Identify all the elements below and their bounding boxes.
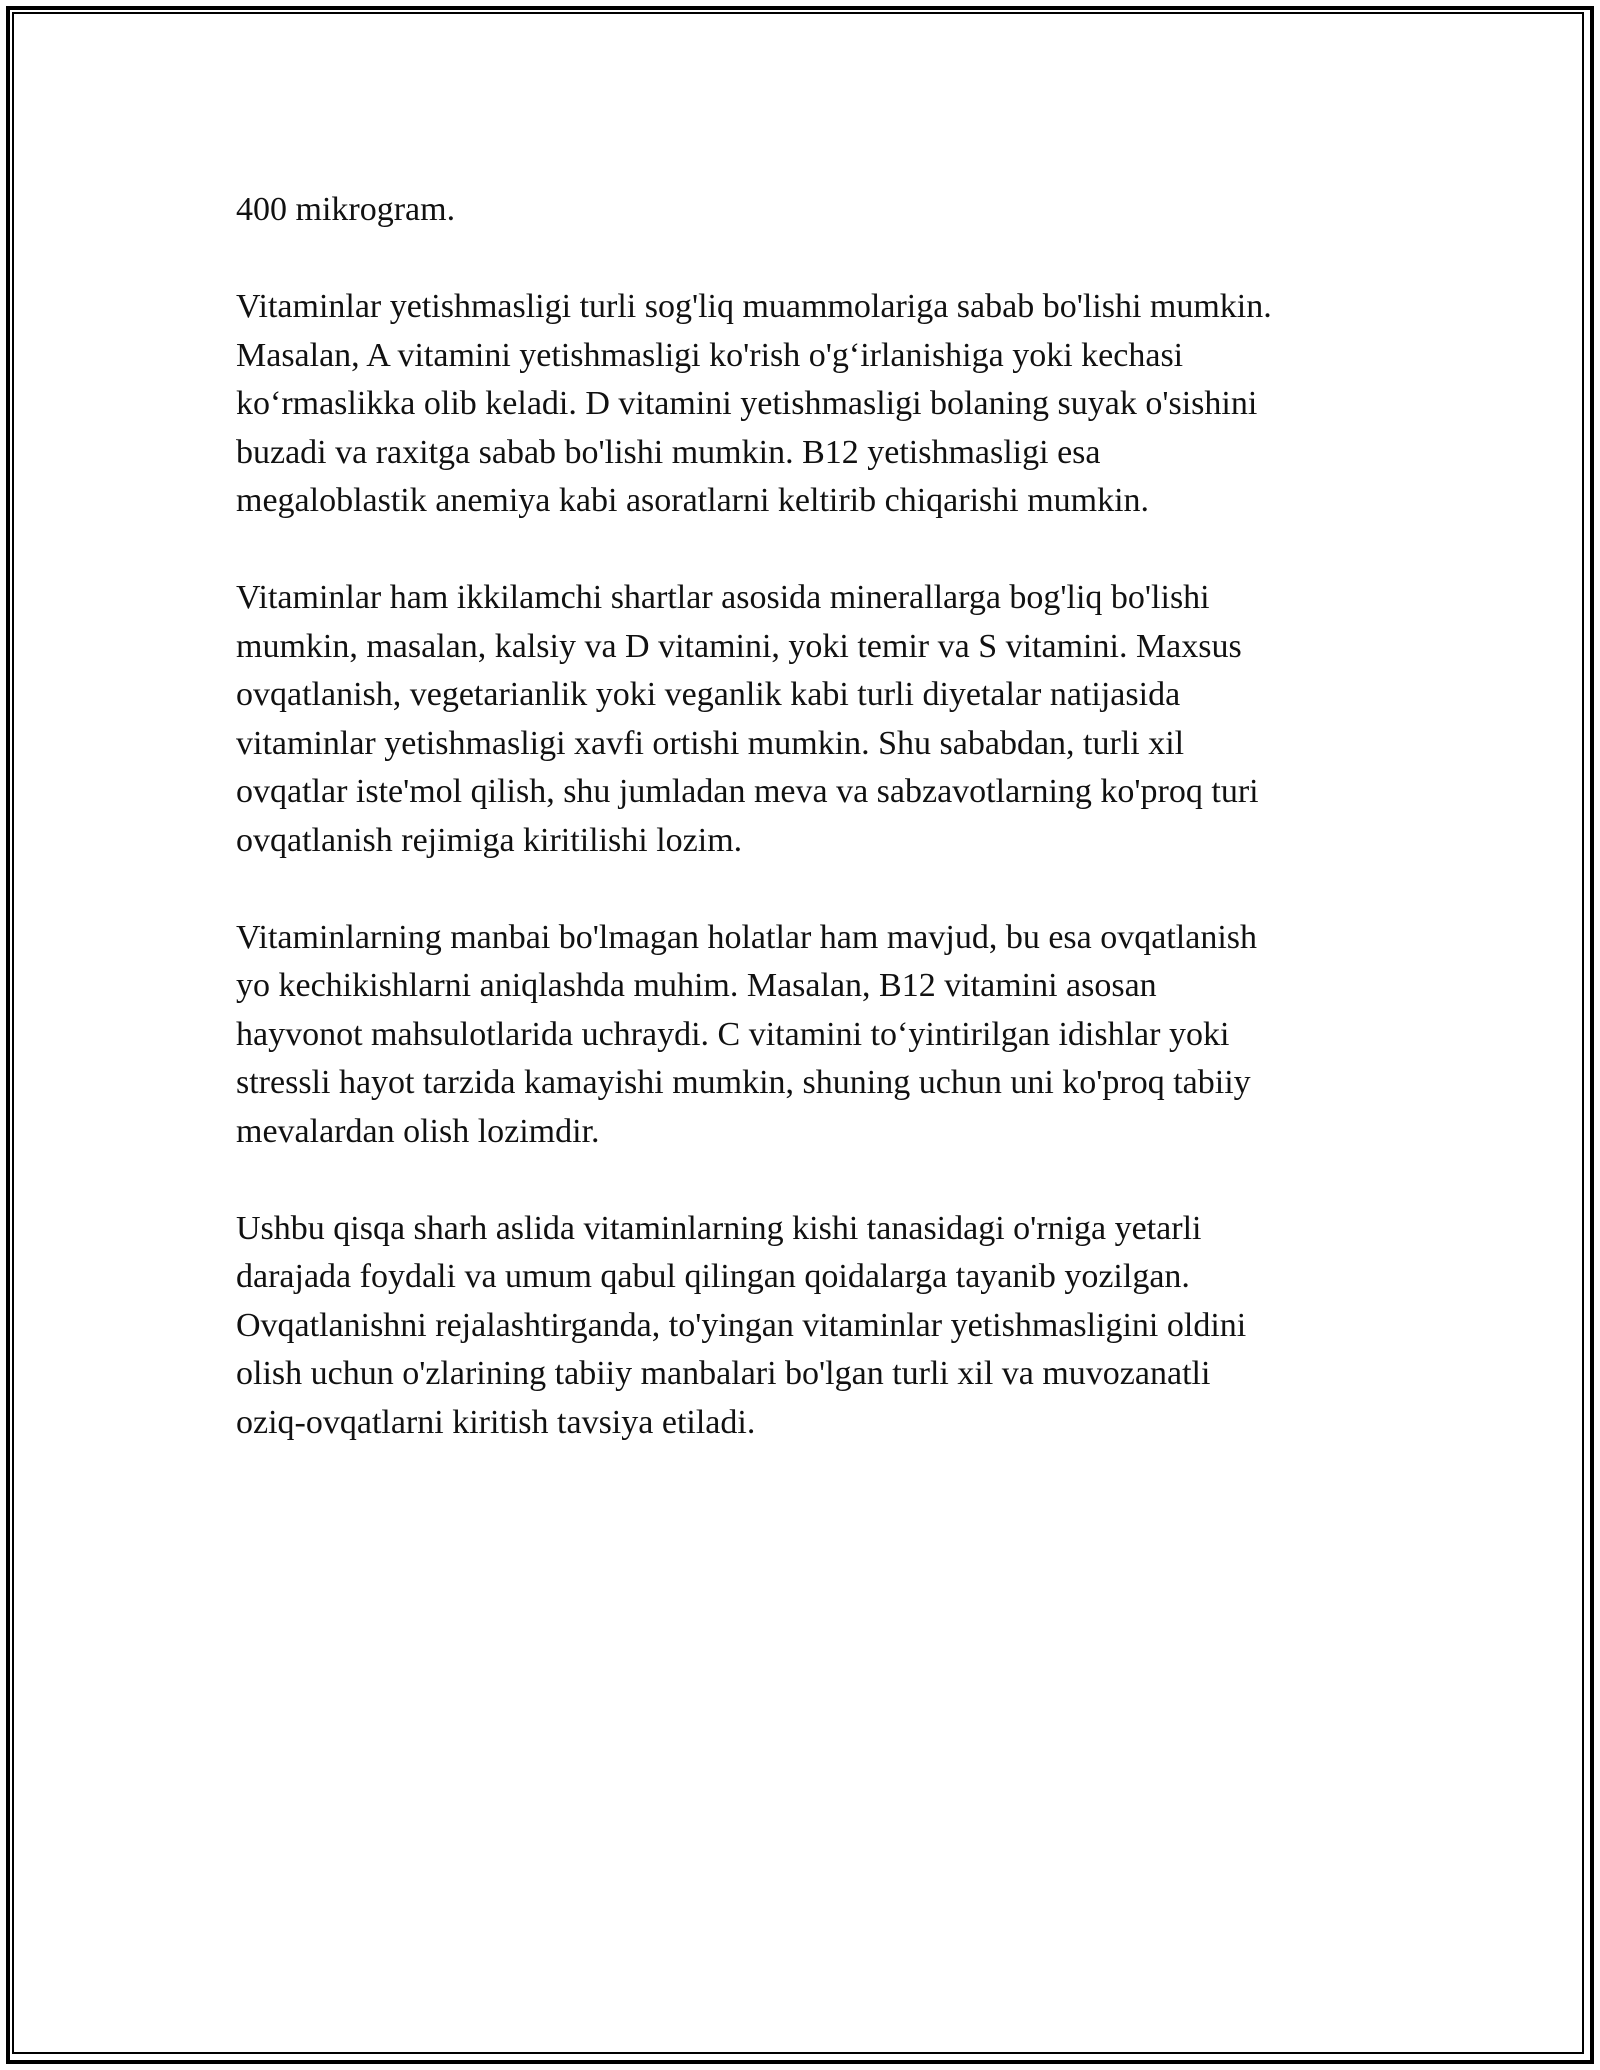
paragraph-5 (236, 1205, 1376, 1448)
text-line: buzadi va raxitga sabab bo'lishi mumkin. B12 yetishmasligi esa (236, 433, 1101, 471)
text-line: ovqatlar iste'mol qilish, shu jumladan meva va sabzavotlarning ko'proq turi (236, 773, 1259, 810)
text-line: yo kechikishlarni aniqlashda muhim. Masalan, B12 vitamini asosan (236, 967, 1157, 1004)
text-line: 400 mikrogram. (236, 191, 456, 228)
text-line: darajada foydali va umum qabul qilingan qoidalarga tayanib yozilgan. (236, 1258, 1190, 1295)
paragraph-3 (236, 574, 1376, 865)
text-line: ovqatlanish, vegetarianlik yoki veganlik kabi turli diyetalar natijasida (236, 676, 1181, 713)
text-line: olish uchun o'zlarining tabiiy manbalari bo'lgan turli xil va muvozanatli (236, 1355, 1211, 1392)
paragraph-1 (236, 186, 1376, 235)
text-line: mumkin, masalan, kalsiy va D vitamini, yoki temir va S vitamini. Maxsus (236, 627, 1242, 665)
text-line: Ovqatlanishni rejalashtirganda, to'yingan vitaminlar yetishmasligini oldini (236, 1306, 1247, 1344)
text-line: oziq-ovqatlarni kiritish tavsiya etiladi. (236, 1403, 756, 1441)
text-line: Vitaminlar ham ikkilamchi shartlar asosida minerallarga bog'liq bo'lishi (236, 579, 1210, 616)
text-line: Vitaminlarning manbai bo'lmagan holatlar ham mavjud, bu esa ovqatlanish (236, 918, 1257, 956)
text-line: stressli hayot tarzida kamayishi mumkin, shuning uchun uni ko'proq tabiiy (236, 1064, 1251, 1101)
paragraph-2 (236, 283, 1376, 526)
text-line: ko‘rmaslikka olib keladi. D vitamini yetishmasligi bolaning suyak o'sishini (236, 385, 1258, 422)
text-line: mevalardan olish lozimdir. (236, 1112, 600, 1150)
document-body (236, 186, 1376, 1496)
text-line: Vitaminlar yetishmasligi turli sog'liq muammolariga sabab bo'lishi mumkin. (236, 288, 1272, 325)
text-line: megaloblastik anemiya kabi asoratlarni keltirib chiqarishi mumkin. (236, 482, 1150, 519)
text-line: vitaminlar yetishmasligi xavfi ortishi mumkin. Shu sababdan, turli xil (236, 724, 1185, 762)
text-line: hayvonot mahsulotlarida uchraydi. C vitamini to‘yintirilgan idishlar yoki (236, 1015, 1230, 1053)
text-line: Masalan, A vitamini yetishmasligi ko'rish o'g‘irlanishiga yoki kechasi (236, 336, 1184, 374)
text-line: ovqatlanish rejimiga kiritilishi lozim. (236, 821, 743, 859)
text-line: Ushbu qisqa sharh aslida vitaminlarning kishi tanasidagi o'rniga yetarli (236, 1209, 1202, 1247)
paragraph-4 (236, 914, 1376, 1157)
